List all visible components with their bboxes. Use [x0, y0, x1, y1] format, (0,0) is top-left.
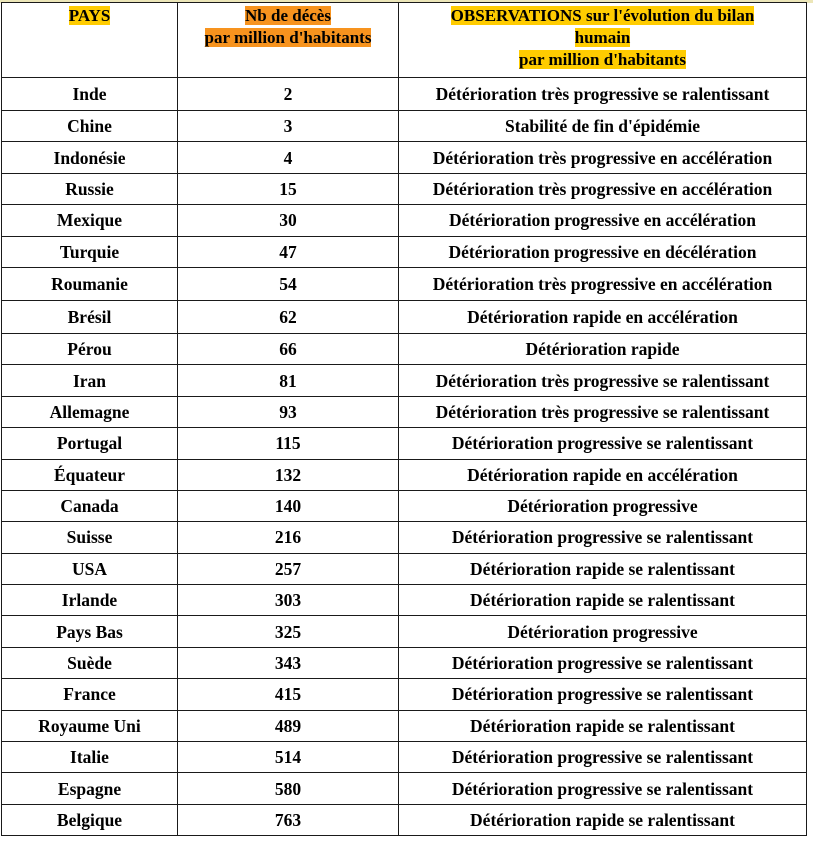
deaths-per-million-cell: 15 — [178, 173, 399, 204]
table-row — [2, 804, 807, 835]
observation-cell: Détérioration rapide en accélération — [399, 459, 807, 490]
observation-cell: Détérioration progressive se ralentissant — [399, 428, 807, 459]
table-row — [2, 522, 807, 553]
observation-cell: Détérioration progressive se ralentissant — [399, 679, 807, 710]
header-nb-line2: par million d'habitants — [204, 28, 372, 47]
deaths-per-million-cell: 2 — [178, 78, 399, 111]
table-row — [2, 300, 807, 333]
country-cell: USA — [2, 553, 178, 584]
observation-cell: Détérioration rapide se ralentissant — [399, 804, 807, 835]
header-obs-line2: humain — [574, 28, 631, 47]
country-cell: Irlande — [2, 585, 178, 616]
country-cell: Chine — [2, 111, 178, 142]
country-cell: Royaume Uni — [2, 710, 178, 741]
country-cell: Espagne — [2, 773, 178, 804]
observation-cell: Détérioration rapide se ralentissant — [399, 585, 807, 616]
observation-cell: Détérioration très progressive en accélération — [399, 142, 807, 173]
deaths-per-million-cell: 47 — [178, 236, 399, 267]
observation-cell: Détérioration très progressive en accélération — [399, 267, 807, 300]
country-cell: Russie — [2, 173, 178, 204]
header-pays-label: PAYS — [68, 6, 111, 25]
table-row — [2, 553, 807, 584]
table-header-row — [2, 3, 807, 78]
deaths-per-million-cell: 763 — [178, 804, 399, 835]
observation-cell: Détérioration progressive — [399, 490, 807, 521]
deaths-per-million-table — [1, 2, 807, 836]
header-observations — [399, 3, 807, 78]
country-cell: Allemagne — [2, 396, 178, 427]
country-cell: Indonésie — [2, 142, 178, 173]
deaths-per-million-cell: 30 — [178, 205, 399, 236]
country-cell: Suède — [2, 647, 178, 678]
observation-cell: Détérioration progressive en accélération — [399, 205, 807, 236]
country-cell: Turquie — [2, 236, 178, 267]
table-row — [2, 647, 807, 678]
observation-cell: Détérioration progressive se ralentissant — [399, 522, 807, 553]
table-row — [2, 710, 807, 741]
observation-cell: Détérioration rapide se ralentissant — [399, 553, 807, 584]
country-cell: Équateur — [2, 459, 178, 490]
observation-cell: Détérioration rapide — [399, 333, 807, 364]
observation-cell: Stabilité de fin d'épidémie — [399, 111, 807, 142]
deaths-per-million-cell: 132 — [178, 459, 399, 490]
table-row — [2, 616, 807, 647]
deaths-per-million-cell: 257 — [178, 553, 399, 584]
deaths-per-million-cell: 140 — [178, 490, 399, 521]
table-row — [2, 205, 807, 236]
deaths-per-million-cell: 93 — [178, 396, 399, 427]
table-row — [2, 236, 807, 267]
header-obs-line1: OBSERVATIONS sur l'évolution du bilan — [450, 6, 755, 25]
deaths-per-million-cell: 303 — [178, 585, 399, 616]
table-row — [2, 365, 807, 396]
observation-cell: Détérioration très progressive se ralentissant — [399, 396, 807, 427]
table-row — [2, 267, 807, 300]
deaths-per-million-cell: 4 — [178, 142, 399, 173]
observation-cell: Détérioration progressive se ralentissant — [399, 773, 807, 804]
country-cell: Italie — [2, 742, 178, 773]
header-nb-line1: Nb de décès — [245, 6, 331, 25]
table-row — [2, 742, 807, 773]
deaths-per-million-cell: 216 — [178, 522, 399, 553]
observation-cell: Détérioration rapide en accélération — [399, 300, 807, 333]
country-cell: Inde — [2, 78, 178, 111]
deaths-per-million-cell: 66 — [178, 333, 399, 364]
country-cell: Pérou — [2, 333, 178, 364]
deaths-per-million-cell: 54 — [178, 267, 399, 300]
table-row — [2, 679, 807, 710]
deaths-per-million-cell: 580 — [178, 773, 399, 804]
deaths-per-million-cell: 343 — [178, 647, 399, 678]
table-row — [2, 585, 807, 616]
observation-cell: Détérioration progressive se ralentissant — [399, 742, 807, 773]
deaths-per-million-cell: 81 — [178, 365, 399, 396]
country-cell: Mexique — [2, 205, 178, 236]
table-body — [2, 78, 807, 836]
table-row — [2, 490, 807, 521]
country-cell: Brésil — [2, 300, 178, 333]
table-row — [2, 396, 807, 427]
observation-cell: Détérioration très progressive se ralentissant — [399, 78, 807, 111]
deaths-per-million-cell: 489 — [178, 710, 399, 741]
header-obs-line3: par million d'habitants — [519, 50, 686, 69]
deaths-per-million-cell: 415 — [178, 679, 399, 710]
table-row — [2, 773, 807, 804]
table-row — [2, 142, 807, 173]
deaths-per-million-cell: 3 — [178, 111, 399, 142]
deaths-per-million-cell: 514 — [178, 742, 399, 773]
country-cell: Iran — [2, 365, 178, 396]
country-cell: Suisse — [2, 522, 178, 553]
table-row — [2, 78, 807, 111]
observation-cell: Détérioration progressive — [399, 616, 807, 647]
country-cell: France — [2, 679, 178, 710]
table-row — [2, 173, 807, 204]
country-cell: Canada — [2, 490, 178, 521]
country-cell: Pays Bas — [2, 616, 178, 647]
observation-cell: Détérioration progressive en décélération — [399, 236, 807, 267]
country-cell: Roumanie — [2, 267, 178, 300]
table-row — [2, 428, 807, 459]
observation-cell: Détérioration rapide se ralentissant — [399, 710, 807, 741]
deaths-per-million-cell: 115 — [178, 428, 399, 459]
deaths-per-million-cell: 325 — [178, 616, 399, 647]
header-pays — [2, 3, 178, 78]
country-cell: Belgique — [2, 804, 178, 835]
observation-cell: Détérioration très progressive en accélération — [399, 173, 807, 204]
country-cell: Portugal — [2, 428, 178, 459]
header-nb-deces — [178, 3, 399, 78]
observation-cell: Détérioration très progressive se ralentissant — [399, 365, 807, 396]
table-row — [2, 111, 807, 142]
observation-cell: Détérioration progressive se ralentissant — [399, 647, 807, 678]
table-row — [2, 459, 807, 490]
deaths-per-million-cell: 62 — [178, 300, 399, 333]
table-row — [2, 333, 807, 364]
